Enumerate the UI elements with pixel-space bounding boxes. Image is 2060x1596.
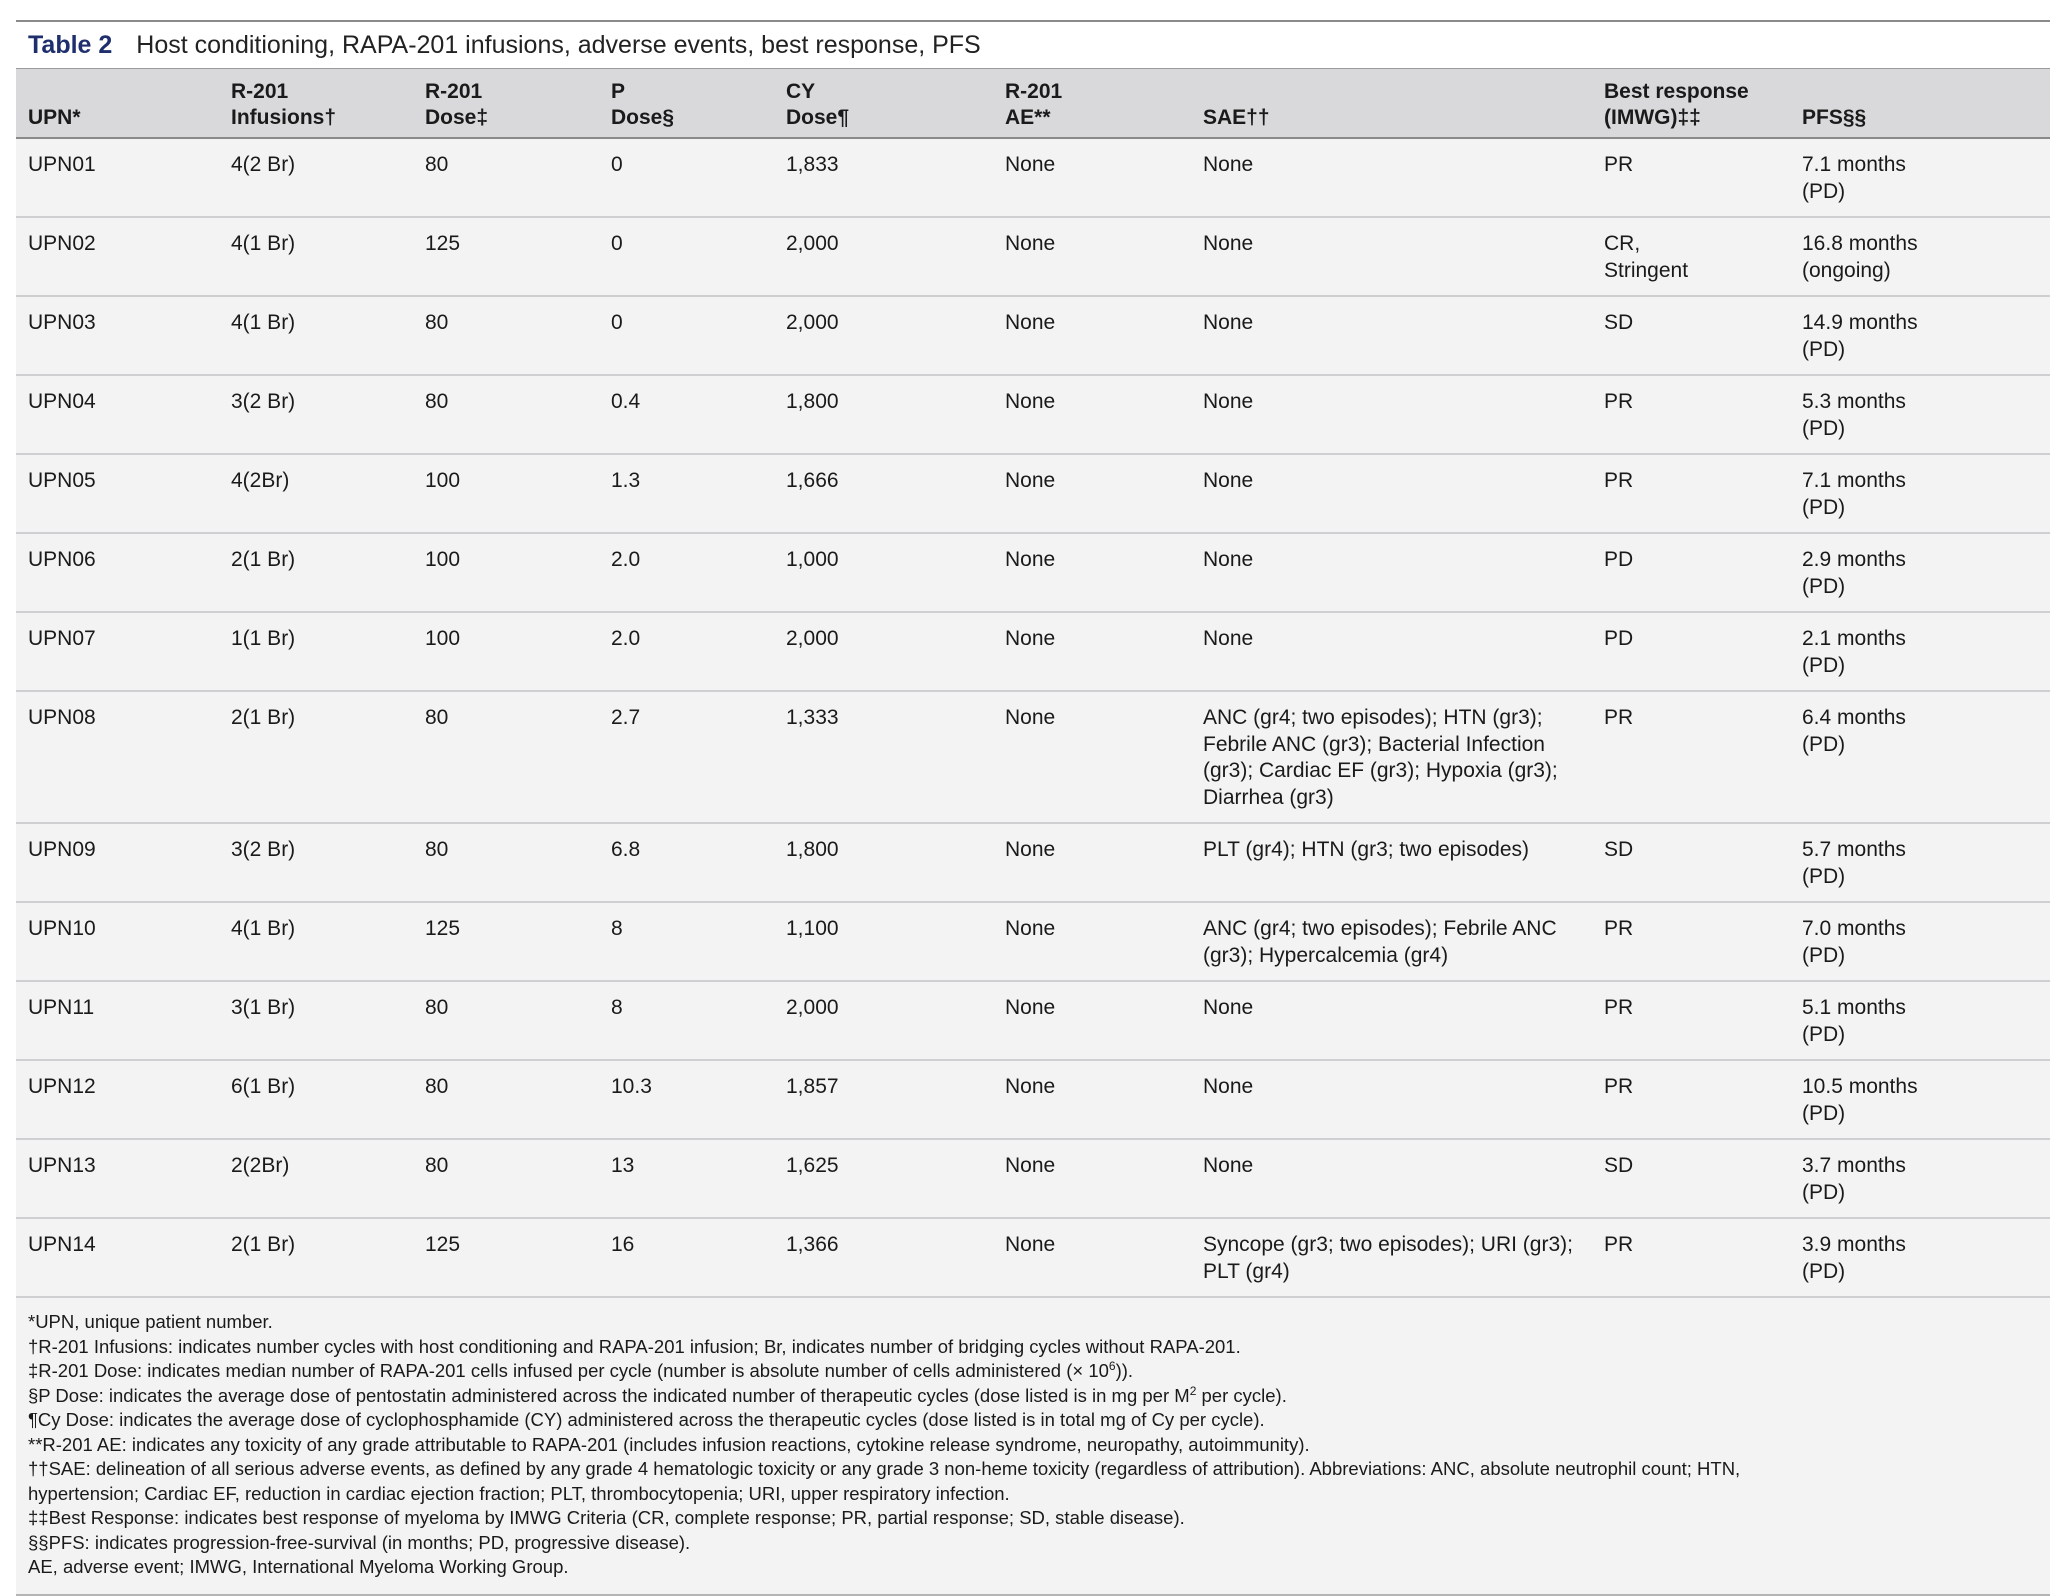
cell-sae: None <box>1191 612 1592 691</box>
cell-p-dose: 13 <box>599 1139 774 1218</box>
cell-r201-dose: 125 <box>413 1218 599 1297</box>
cell-infusions: 4(2Br) <box>219 454 413 533</box>
cell-upn: UPN13 <box>16 1139 219 1218</box>
cell-p-dose: 0 <box>599 217 774 296</box>
cell-cy-dose: 1,833 <box>774 138 993 217</box>
cell-best-response: PR <box>1592 981 1790 1060</box>
cell-sae: None <box>1191 454 1592 533</box>
cell-sae: ANC (gr4; two episodes); Febrile ANC (gr3); Hypercalcemia (gr4) <box>1191 902 1592 981</box>
cell-pfs: 7.0 months (PD) <box>1790 902 2050 981</box>
footnote-p-dose: §P Dose: indicates the average dose of pentostatin administered across the indicated number of therapeutic cycles (dose listed is in mg per $M^2$ per cycle). <box>28 1383 1287 1406</box>
footnote-dose: ‡R-201 Dose: indicates median number of RAPA-201 cells infused per cycle (number is absolute number of cells administered (× $10^6$)). <box>28 1358 1134 1381</box>
cell-infusions: 2(1 Br) <box>219 691 413 823</box>
cell-cy-dose: 1,800 <box>774 823 993 902</box>
cell-ae: None <box>993 375 1191 454</box>
cell-pfs: 10.5 months (PD) <box>1790 1060 2050 1139</box>
cell-ae: None <box>993 296 1191 375</box>
cell-p-dose: 0 <box>599 138 774 217</box>
cell-p-dose: 8 <box>599 981 774 1060</box>
cell-upn: UPN03 <box>16 296 219 375</box>
footnote-cy-dose: ¶Cy Dose: indicates the average dose of cyclophosphamide (CY) administered across the therapeutic cycles (dose listed is in total mg of Cy per cycle). <box>28 1409 1265 1430</box>
table-row <box>16 296 2050 375</box>
cell-best-response: PR <box>1592 691 1790 823</box>
table-row <box>16 902 2050 981</box>
cell-pfs: 5.1 months (PD) <box>1790 981 2050 1060</box>
cell-p-dose: 10.3 <box>599 1060 774 1139</box>
cell-infusions: 2(1 Br) <box>219 1218 413 1297</box>
cell-pfs: 6.4 months (PD) <box>1790 691 2050 823</box>
cell-best-response: PR <box>1592 1218 1790 1297</box>
cell-cy-dose: 1,625 <box>774 1139 993 1218</box>
cell-upn: UPN08 <box>16 691 219 823</box>
cell-cy-dose: 1,800 <box>774 375 993 454</box>
cell-ae: None <box>993 823 1191 902</box>
footnote-pfs: §§PFS: indicates progression-free-survival (in months; PD, progressive disease). <box>28 1531 691 1553</box>
table-row <box>16 1139 2050 1218</box>
cell-infusions: 4(2 Br) <box>219 138 413 217</box>
cell-r201-dose: 80 <box>413 691 599 823</box>
cell-ae: None <box>993 691 1191 823</box>
cell-infusions: 4(1 Br) <box>219 217 413 296</box>
footnote-ae: **R-201 AE: indicates any toxicity of any grade attributable to RAPA-201 (includes infusion reactions, cytokine release syndrome, neuropathy, autoimmunity). <box>28 1433 1310 1455</box>
cell-cy-dose: 1,366 <box>774 1218 993 1297</box>
cell-ae: None <box>993 1060 1191 1139</box>
cell-p-dose: 1.3 <box>599 454 774 533</box>
cell-p-dose: 0 <box>599 296 774 375</box>
cell-infusions: 4(1 Br) <box>219 296 413 375</box>
table-figure <box>16 20 2050 1596</box>
table-row <box>16 138 2050 217</box>
column-header: SAE†† <box>1191 69 1592 139</box>
cell-r201-dose: 80 <box>413 375 599 454</box>
cell-r201-dose: 80 <box>413 138 599 217</box>
cell-r201-dose: 100 <box>413 533 599 612</box>
table-body <box>16 138 2050 1297</box>
cell-ae: None <box>993 454 1191 533</box>
cell-upn: UPN01 <box>16 138 219 217</box>
cell-r201-dose: 80 <box>413 296 599 375</box>
cell-pfs: 16.8 months (ongoing) <box>1790 217 2050 296</box>
cell-r201-dose: 80 <box>413 823 599 902</box>
cell-upn: UPN14 <box>16 1218 219 1297</box>
data-table <box>16 68 2050 1298</box>
cell-r201-dose: 80 <box>413 1139 599 1218</box>
cell-cy-dose: 1,100 <box>774 902 993 981</box>
cell-cy-dose: 1,000 <box>774 533 993 612</box>
footnote-infusions: †R-201 Infusions: indicates number cycles with host conditioning and RAPA-201 infusion; Br, indicates number of bridging cycles without RAPA-201. <box>28 1335 1241 1357</box>
footnote-sae-cont: hypertension; Cardiac EF, reduction in cardiac ejection fraction; PLT, thrombocytopenia; URI, upper respiratory infection. <box>28 1482 1010 1504</box>
column-header: CY Dose¶ <box>774 69 993 139</box>
cell-pfs: 7.1 months (PD) <box>1790 138 2050 217</box>
header-row <box>16 69 2050 139</box>
cell-pfs: 5.7 months (PD) <box>1790 823 2050 902</box>
cell-p-dose: 8 <box>599 902 774 981</box>
cell-infusions: 3(2 Br) <box>219 375 413 454</box>
cell-pfs: 3.9 months (PD) <box>1790 1218 2050 1297</box>
cell-r201-dose: 100 <box>413 612 599 691</box>
table-row <box>16 981 2050 1060</box>
cell-sae: None <box>1191 296 1592 375</box>
cell-pfs: 7.1 months (PD) <box>1790 454 2050 533</box>
cell-infusions: 2(2Br) <box>219 1139 413 1218</box>
cell-r201-dose: 100 <box>413 454 599 533</box>
column-header: R-201 Dose‡ <box>413 69 599 139</box>
cell-cy-dose: 1,333 <box>774 691 993 823</box>
footnote-upn: *UPN, unique patient number. <box>28 1311 273 1332</box>
cell-ae: None <box>993 1139 1191 1218</box>
cell-sae: None <box>1191 1060 1592 1139</box>
cell-pfs: 2.9 months (PD) <box>1790 533 2050 612</box>
column-header: R-201 AE** <box>993 69 1191 139</box>
cell-sae: None <box>1191 138 1592 217</box>
cell-r201-dose: 80 <box>413 981 599 1060</box>
cell-sae: None <box>1191 981 1592 1060</box>
cell-infusions: 6(1 Br) <box>219 1060 413 1139</box>
table-row <box>16 612 2050 691</box>
cell-cy-dose: 2,000 <box>774 217 993 296</box>
cell-best-response: PR <box>1592 375 1790 454</box>
footnote-sae: ††SAE: delineation of all serious adverse events, as defined by any grade 4 hematologic toxicity or any grade 3 non-heme toxicity (regardless of attribution). Abbreviations: ANC, absolute neutrophil count; HTN, <box>28 1458 1741 1479</box>
cell-infusions: 3(1 Br) <box>219 981 413 1060</box>
table-row <box>16 1218 2050 1297</box>
table-row <box>16 375 2050 454</box>
cell-best-response: SD <box>1592 823 1790 902</box>
cell-best-response: SD <box>1592 1139 1790 1218</box>
cell-p-dose: 2.7 <box>599 691 774 823</box>
footnote-abbreviations: AE, adverse event; IMWG, International Myeloma Working Group. <box>28 1556 569 1577</box>
cell-p-dose: 6.8 <box>599 823 774 902</box>
cell-best-response: SD <box>1592 296 1790 375</box>
cell-cy-dose: 2,000 <box>774 981 993 1060</box>
cell-p-dose: 2.0 <box>599 612 774 691</box>
footnotes <box>16 1298 2050 1596</box>
cell-ae: None <box>993 533 1191 612</box>
cell-ae: None <box>993 902 1191 981</box>
footnote-best-response: ‡‡Best Response: indicates best response of myeloma by IMWG Criteria (CR, complete response; PR, partial response; SD, stable disease). <box>28 1507 1185 1528</box>
table-row <box>16 217 2050 296</box>
cell-pfs: 14.9 months (PD) <box>1790 296 2050 375</box>
cell-sae: None <box>1191 1139 1592 1218</box>
cell-ae: None <box>993 1218 1191 1297</box>
cell-best-response: PR <box>1592 902 1790 981</box>
cell-r201-dose: 125 <box>413 217 599 296</box>
cell-best-response: PR <box>1592 1060 1790 1139</box>
table-row <box>16 454 2050 533</box>
cell-sae: None <box>1191 217 1592 296</box>
cell-upn: UPN02 <box>16 217 219 296</box>
cell-upn: UPN09 <box>16 823 219 902</box>
cell-sae: None <box>1191 533 1592 612</box>
table-row <box>16 691 2050 823</box>
column-header: UPN* <box>16 69 219 139</box>
table-row <box>16 533 2050 612</box>
cell-cy-dose: 1,857 <box>774 1060 993 1139</box>
cell-infusions: 3(2 Br) <box>219 823 413 902</box>
cell-p-dose: 2.0 <box>599 533 774 612</box>
table-title: Host conditioning, RAPA-201 infusions, adverse events, best response, PFS <box>136 30 981 59</box>
cell-best-response: PD <box>1592 612 1790 691</box>
cell-cy-dose: 1,666 <box>774 454 993 533</box>
table-caption <box>16 22 2050 68</box>
cell-ae: None <box>993 138 1191 217</box>
cell-sae: None <box>1191 375 1592 454</box>
cell-best-response: CR, Stringent <box>1592 217 1790 296</box>
cell-pfs: 3.7 months (PD) <box>1790 1139 2050 1218</box>
cell-upn: UPN12 <box>16 1060 219 1139</box>
cell-p-dose: 16 <box>599 1218 774 1297</box>
column-header: PFS§§ <box>1790 69 2050 139</box>
cell-best-response: PD <box>1592 533 1790 612</box>
cell-upn: UPN10 <box>16 902 219 981</box>
cell-ae: None <box>993 217 1191 296</box>
table-label: Table 2 <box>28 30 113 59</box>
cell-cy-dose: 2,000 <box>774 612 993 691</box>
column-header: Best response (IMWG)‡‡ <box>1592 69 1790 139</box>
cell-sae: ANC (gr4; two episodes); HTN (gr3); Febrile ANC (gr3); Bacterial Infection (gr3); Cardiac EF (gr3); Hypoxia (gr3); Diarrhea (gr3) <box>1191 691 1592 823</box>
table-row <box>16 1060 2050 1139</box>
cell-ae: None <box>993 612 1191 691</box>
cell-upn: UPN05 <box>16 454 219 533</box>
cell-sae: Syncope (gr3; two episodes); URI (gr3); PLT (gr4) <box>1191 1218 1592 1297</box>
cell-r201-dose: 125 <box>413 902 599 981</box>
column-header: P Dose§ <box>599 69 774 139</box>
table-row <box>16 823 2050 902</box>
cell-upn: UPN11 <box>16 981 219 1060</box>
cell-sae: PLT (gr4); HTN (gr3; two episodes) <box>1191 823 1592 902</box>
cell-upn: UPN06 <box>16 533 219 612</box>
cell-upn: UPN04 <box>16 375 219 454</box>
cell-pfs: 5.3 months (PD) <box>1790 375 2050 454</box>
cell-pfs: 2.1 months (PD) <box>1790 612 2050 691</box>
cell-ae: None <box>993 981 1191 1060</box>
cell-best-response: PR <box>1592 454 1790 533</box>
cell-p-dose: 0.4 <box>599 375 774 454</box>
cell-upn: UPN07 <box>16 612 219 691</box>
cell-r201-dose: 80 <box>413 1060 599 1139</box>
cell-infusions: 4(1 Br) <box>219 902 413 981</box>
cell-cy-dose: 2,000 <box>774 296 993 375</box>
cell-best-response: PR <box>1592 138 1790 217</box>
column-header: R-201 Infusions† <box>219 69 413 139</box>
cell-infusions: 1(1 Br) <box>219 612 413 691</box>
cell-infusions: 2(1 Br) <box>219 533 413 612</box>
